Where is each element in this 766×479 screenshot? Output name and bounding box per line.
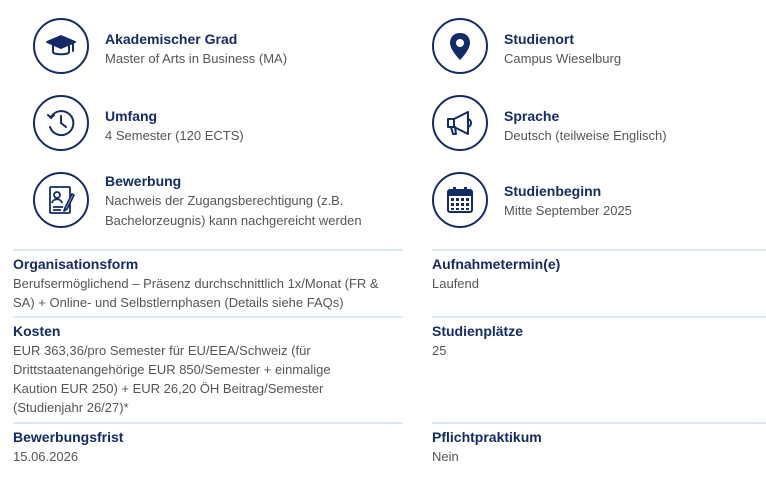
calendar-icon: [432, 172, 488, 228]
kosten-value: EUR 363,36/pro Semester für EU/EEA/Schweiz (für Drittstaatenangehörige EUR 850/Semester + einmalige Kaution EUR 250) + EUR 26,20 ÖH Beitrag/Semester (Studienjahr 26/27)*: [13, 343, 331, 415]
clock-icon: [33, 95, 89, 151]
bewerbungsfrist-label: Bewerbungsfrist: [13, 429, 124, 445]
detail-bewerbungsfrist: [13, 422, 403, 466]
bewerbungsfrist-value: 15.06.2026: [13, 449, 79, 464]
scope-label: Umfang: [105, 108, 158, 124]
location-pin-icon: [432, 18, 488, 74]
organisationsform-value: Berufsermöglichend – Präsenz durchschnittlich 1x/Monat (FR & SA) + Online- und Selbstlernphasen (Details siehe FAQs): [13, 276, 379, 310]
aufnahmetermin-label: Aufnahmetermin(e): [432, 256, 561, 272]
language-label: Sprache: [504, 108, 560, 124]
detail-aufnahmetermin: [432, 249, 766, 293]
academic-degree-value: Master of Arts in Business (MA): [105, 51, 288, 66]
aufnahmetermin-value: Laufend: [432, 276, 479, 291]
organisationsform-label: Organisationsform: [13, 256, 139, 272]
megaphone-icon: [432, 95, 488, 151]
studienplaetze-value: 25: [432, 343, 447, 358]
info-study-location: [432, 18, 621, 74]
info-language: [432, 95, 667, 151]
detail-organisationsform: [13, 249, 403, 312]
scope-value: 4 Semester (120 ECTS): [105, 128, 244, 143]
application-label: Bewerbung: [105, 173, 182, 189]
pflichtpraktikum-label: Pflichtpraktikum: [432, 429, 542, 445]
detail-studienplaetze: [432, 316, 766, 360]
study-start-label: Studienbeginn: [504, 183, 602, 199]
info-academic-degree: [33, 18, 287, 74]
graduation-cap-icon: [33, 18, 89, 74]
study-start-value: Mitte September 2025: [504, 203, 632, 218]
info-study-start: [432, 172, 632, 228]
study-location-label: Studienort: [504, 31, 574, 47]
application-form-icon: [33, 172, 89, 228]
info-scope: [33, 95, 244, 151]
detail-kosten: [13, 316, 403, 417]
studienplaetze-label: Studienplätze: [432, 323, 524, 339]
info-application: [33, 172, 405, 231]
study-location-value: Campus Wieselburg: [504, 51, 622, 66]
academic-degree-label: Akademischer Grad: [105, 31, 238, 47]
kosten-label: Kosten: [13, 323, 61, 339]
pflichtpraktikum-value: Nein: [432, 449, 459, 464]
language-value: Deutsch (teilweise Englisch): [504, 128, 667, 143]
application-value: Nachweis der Zugangsberechtigung (z.B. Bachelorzeugnis) kann nachgereicht werden: [105, 193, 362, 228]
detail-pflichtpraktikum: [432, 422, 766, 466]
